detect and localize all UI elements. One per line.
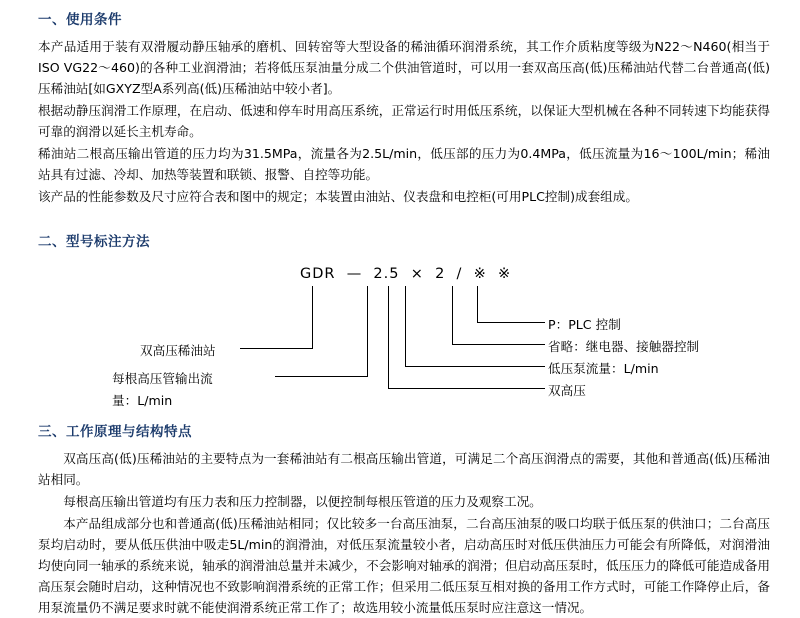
paragraph: 每根高压输出管道均有压力表和压力控制器，以便控制每根压管道的压力及观察工况。 — [63, 494, 542, 509]
leader-line-horizontal — [477, 322, 545, 323]
leader-line-vertical — [388, 286, 389, 388]
paragraph: 根据动静压润滑工作原理，在启动、低速和停车时用高压系统，正常运行时用低压系统，以保证大型机械在各种不同转速下均能获得可靠的润滑以延长主机寿命。 — [38, 103, 770, 139]
model-code-string — [300, 266, 511, 282]
leader-line-vertical — [405, 286, 406, 366]
model-code-part-times: × — [410, 266, 424, 282]
section-body-usage-conditions — [38, 36, 770, 207]
model-designation-diagram — [0, 260, 800, 410]
paragraph: 该产品的性能参数及尺寸应符合表和图中的规定；本装置由油站、仪表盘和电控柜(可用PLC控制)成套组成。 — [38, 189, 638, 204]
model-code-part-mark2: ※ — [498, 266, 512, 282]
spacer — [0, 410, 800, 420]
section-title-working-principle: 三、工作原理与结构特点 — [38, 424, 192, 440]
label-double-high-pressure: 双高压 — [548, 383, 586, 398]
section-title-model-designation: 二、型号标注方法 — [38, 234, 150, 250]
leader-line-vertical — [312, 286, 313, 348]
spacer — [0, 208, 800, 230]
leader-line-vertical — [367, 286, 368, 376]
paragraph: 本产品组成部分也和普通高(低)压稀油站相同；仅比较多一台高压油泵，二台高压油泵的吸口均联于低压泵的供油口；二台高压泵均启动时，要从低压供油中吸走5L/min的润滑油，对低压泵流量较小者，启动高压时对低压供油压力可能会有所降低，对润滑油均使向同一轴承的系统来说，轴承的润滑油总量并未减少，不会影响对轴承的润滑；但启动高压泵时，低压压力的降低可能造成备用高压泵会随时启动，这种情况也不致影响润滑系统的正常工作；但采用二低压泵互相对换的备用工作方式时，可能工作降停止后，备用泵流量仍不满足要求时就不能使润滑系统正常工作了；故选用较小流量低压泵时应注意这一情况。 — [38, 516, 770, 615]
model-code-part-dash: — — [346, 266, 363, 282]
label-low-pressure-pump-flow: 低压泵流量：L/min — [548, 361, 659, 376]
paragraph: 双高压高(低)压稀油站的主要特点为一套稀油站有二根高压输出管道，可满足二个高压润滑点的需要，其他和普通高(低)压稀油站相同。 — [38, 451, 770, 487]
leader-line-horizontal — [240, 348, 313, 349]
leader-line-horizontal — [275, 376, 368, 377]
section-title-usage-conditions: 一、使用条件 — [38, 12, 122, 28]
label-plc-control: P：PLC 控制 — [548, 317, 621, 332]
model-code-part-count: 2 — [435, 266, 446, 282]
label-relay-contactor-control: 省略：继电器、接触器控制 — [548, 339, 700, 354]
model-code-part-mark1: ※ — [473, 266, 487, 282]
label-double-high-pressure-station: 双高压稀油站 — [140, 343, 216, 358]
section-body-working-principle — [38, 448, 770, 618]
label-output-flow-unit: 量：L/min — [112, 393, 173, 408]
leader-line-horizontal — [388, 388, 545, 389]
model-code-part-slash: / — [456, 266, 463, 282]
leader-line-vertical — [477, 286, 478, 322]
leader-line-horizontal — [405, 366, 545, 367]
model-code-part-flow: 2.5 — [373, 266, 400, 282]
paragraph: 稀油站二根高压输出管道的压力均为31.5MPa，流量各为2.5L/min，低压部的压力为0.4MPa，低压流量为16～100L/min；稀油站具有过滤、冷却、加热等装置和联锁、报警、自控等功能。 — [38, 146, 770, 182]
label-output-flow-per-pipe: 每根高压管输出流 — [112, 371, 213, 386]
leader-line-horizontal — [452, 344, 545, 345]
leader-line-vertical — [452, 286, 453, 344]
model-code-part-gdr: GDR — [300, 266, 336, 282]
paragraph: 本产品适用于装有双滑履动静压轴承的磨机、回转窑等大型设备的稀油循环润滑系统，其工作介质粘度等级为N22～N460(相当于ISO VG22～460)的各种工业润滑油；若将低压泵油量分成二个供油管道时，可以用一套双高压高(低)压稀油站代替二台普通高(低)压稀油站[如GXYZ型A系列高(低)压稀油站中较小者]。 — [38, 39, 770, 96]
